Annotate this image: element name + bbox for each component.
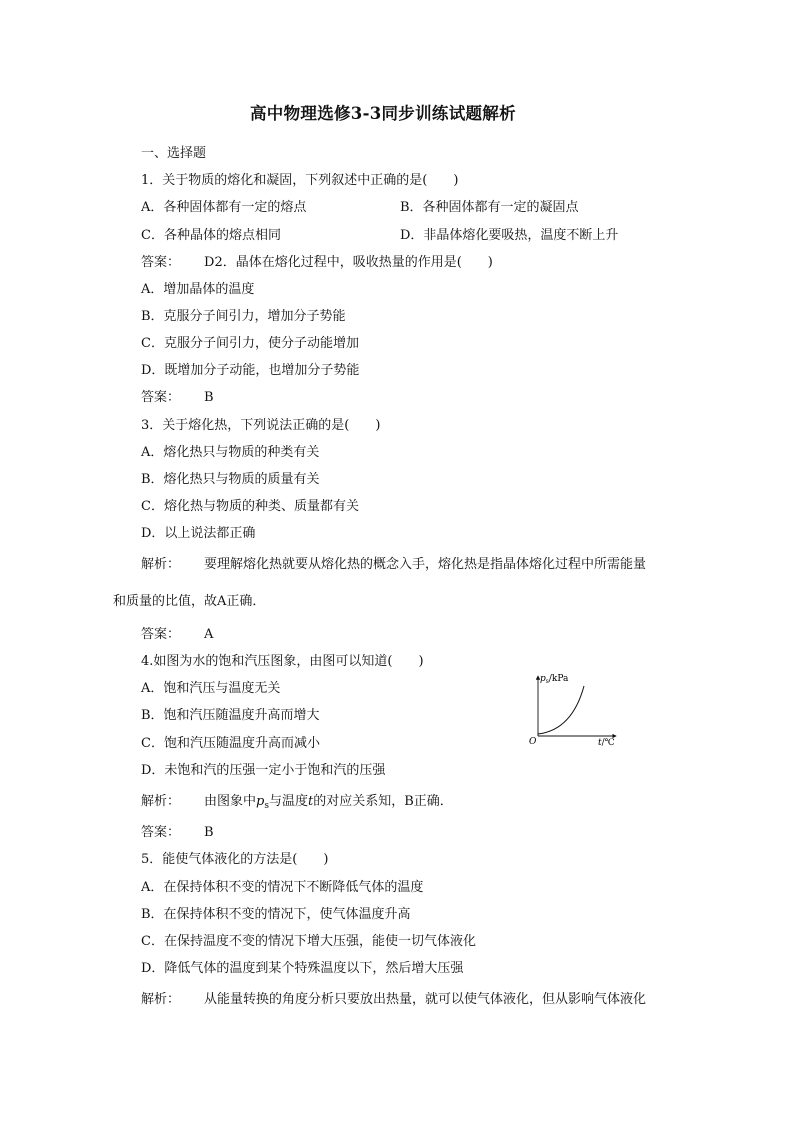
q2-option-c: C．克服分子间引力，使分子动能增加 [141,336,359,351]
origin-label: O [529,737,537,747]
x-axis-label: t/℃ [598,738,615,748]
q3-answer [141,627,213,643]
q4-option-a: A．饱和汽压与温度无关 [141,681,281,696]
analysis-label: 解析： [141,794,181,809]
q3-option-c: C．熔化热与物质的种类、质量都有关 [141,499,359,514]
q3-analysis-cont: 和质量的比值，故A正确． [113,594,266,609]
section-heading: 一、选择题 [141,146,207,161]
q2-answer [141,390,214,406]
q4-option-c: C．饱和汽压随温度升高而减小 [141,736,320,751]
q1-option-b: B．各种固体都有一定的凝固点 [400,200,579,215]
q2-option-b: B．克服分子间引力，增加分子势能 [141,309,346,324]
answer-rest: D2．晶体在熔化过程中，吸收热量的作用是( ) [204,255,493,270]
q4-option-d: D．未饱和汽的压强一定小于饱和汽的压强 [141,763,386,778]
q3-option-d: D．以上说法都正确 [141,526,256,541]
q1-option-c: C．各种晶体的熔点相同 [141,228,281,243]
q2-option-d: D．既增加分子动能，也增加分子势能 [141,363,360,378]
q5-option-c: C．在保持温度不变的情况下增大压强，能使一切气体液化 [141,934,476,949]
answer-value: A [204,627,214,642]
q5-option-d: D．降低气体的温度到某个特殊温度以下，然后增大压强 [141,961,464,976]
q2-option-a: A．增加晶体的温度 [141,282,255,297]
q4-answer [141,825,214,841]
q3-option-b: B．熔化热只与物质的质量有关 [141,472,320,487]
vapor-pressure-graph [520,668,620,750]
answer-label: 答案： [141,390,181,405]
q5-analysis [141,992,646,1008]
analysis-label: 解析： [141,557,181,572]
page-title: 高中物理选修3-3同步训练试题解析 [250,104,516,123]
q1-stem: 1．关于物质的熔化和凝固，下列叙述中正确的是( ) [141,173,459,188]
answer-label: 答案： [141,627,181,642]
q1-option-a: A．各种固体都有一定的熔点 [141,200,307,215]
q4-option-b: B．饱和汽压随温度升高而增大 [141,708,320,723]
q3-stem: 3．关于熔化热，下列说法正确的是( ) [141,418,381,433]
pressure-curve [538,686,584,734]
q1-option-d: D．非晶体熔化要吸热，温度不断上升 [400,228,619,243]
q1-answer [141,255,493,271]
q5-option-b: B．在保持体积不变的情况下，使气体温度升高 [141,907,411,922]
analysis-text: 从能量转换的角度分析只要放出热量，就可以使气体液化，但从影响气体液化 [204,992,647,1007]
q5-stem: 5．能使气体液化的方法是( ) [141,852,329,867]
q3-option-a: A．熔化热只与物质的种类有关 [141,445,320,460]
analysis-text: 要理解熔化热就要从熔化热的概念入手，熔化热是指晶体熔化过程中所需能量 [204,557,647,572]
answer-value: B [204,390,214,405]
answer-label: 答案： [141,825,181,840]
q5-option-a: A．在保持体积不变的情况下不断降低气体的温度 [141,880,424,895]
q4-analysis: 解析： 由图象中$p_s$与温度t的对应关系知，B正确． [141,794,453,811]
y-axis-label: $p_s$/kPa [540,674,569,685]
analysis-label: 解析： [141,992,181,1007]
q3-analysis [141,557,646,573]
q4-stem: 4.如图为水的饱和汽压图象，由图可以知道( ) [141,654,424,669]
answer-value: B [204,825,214,840]
answer-label: 答案： [141,255,181,270]
